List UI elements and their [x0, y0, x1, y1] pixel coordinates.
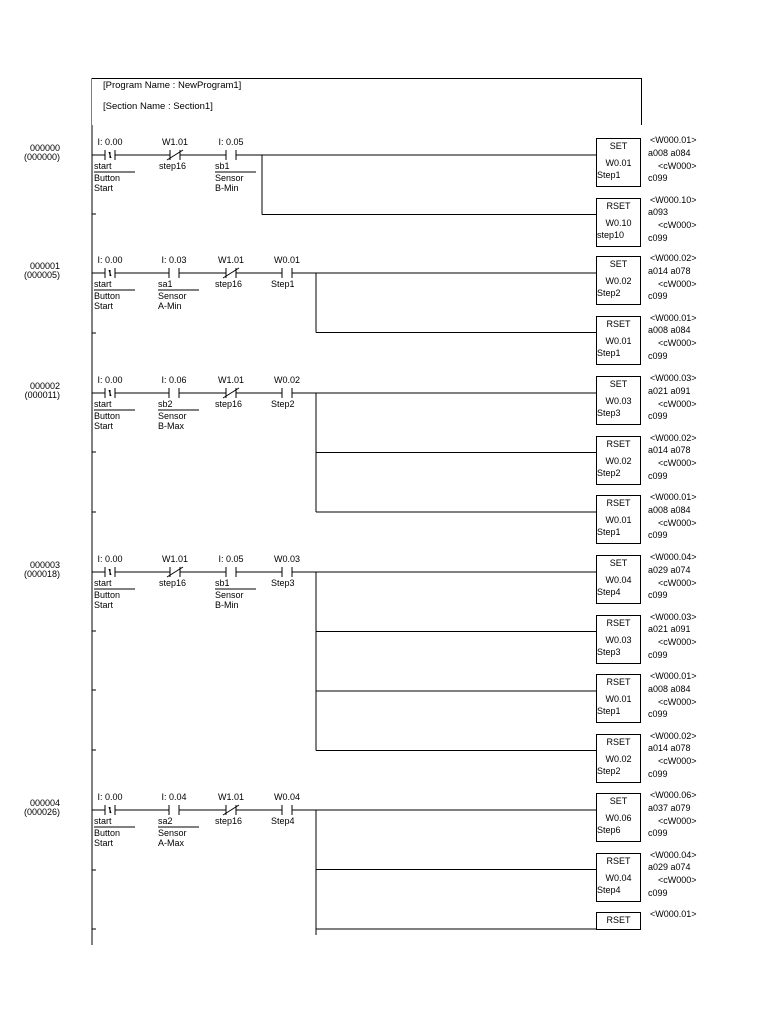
cross-reference: a008 a084: [648, 683, 691, 694]
contact-address: I: 0.00: [97, 255, 123, 265]
contact-address: I: 0.05: [218, 554, 244, 564]
operand-comment: Step1: [597, 706, 621, 716]
cross-reference: c099: [648, 232, 668, 243]
rung-number: 000002: [29, 381, 60, 391]
operand-comment: Step2: [597, 467, 621, 478]
contact-name: step16: [159, 161, 187, 171]
cross-reference: <W000.01>: [650, 671, 697, 681]
cross-reference: <W000.01>: [650, 312, 697, 323]
instruction-operand: W0.02: [605, 276, 632, 286]
cross-reference: a021 a091: [648, 385, 691, 396]
cross-reference: c099: [648, 590, 668, 601]
instruction-operand: W0.02: [605, 753, 632, 764]
instruction-operand: W0.01: [605, 335, 632, 346]
contact-name: start: [94, 816, 112, 826]
contact-address: I: 0.04: [161, 792, 187, 802]
contact-comment: Button: [94, 828, 121, 838]
cross-reference: <W000.04>: [650, 849, 697, 860]
contact-comment: Button: [94, 590, 121, 600]
instruction-name: SET: [609, 141, 628, 151]
cross-reference: a008 a084: [648, 504, 691, 515]
instruction-name: SET: [609, 259, 628, 269]
contact-name: sb1: [215, 578, 230, 588]
cross-reference: a014 a078: [648, 445, 691, 456]
operand-comment: step10: [597, 229, 625, 240]
contact-name: step16: [215, 399, 243, 409]
contact-name: step16: [159, 578, 187, 588]
cross-reference: <W000.06>: [650, 790, 697, 800]
contact-name: step16: [215, 816, 243, 826]
cross-reference: c099: [648, 709, 668, 720]
cross-reference: a029 a074: [648, 862, 691, 873]
cross-reference: <cW000>: [658, 398, 697, 409]
cross-reference: <cW000>: [658, 577, 697, 588]
rung-step: (000005): [23, 270, 60, 280]
instruction-operand: W0.06: [605, 813, 632, 823]
cross-reference: c099: [648, 828, 668, 839]
contact-comment: Button: [94, 411, 121, 421]
cross-reference: c099: [648, 530, 668, 541]
cross-reference: a008 a084: [648, 325, 691, 336]
contact-comment: Start: [94, 183, 114, 193]
rung-step: (000018): [23, 569, 60, 579]
contact-address: I: 0.00: [97, 375, 123, 385]
contact-address: W1.01: [217, 375, 244, 385]
instruction-name: SET: [609, 796, 628, 806]
contact-address: I: 0.05: [218, 137, 244, 147]
instruction-name: RSET: [606, 736, 631, 747]
contact-comment: Sensor: [215, 590, 244, 600]
instruction-operand: W0.01: [605, 158, 632, 168]
program-name: [Program Name : NewProgram1]: [103, 80, 242, 91]
cross-reference: <W000.02>: [650, 432, 697, 443]
rung-step: (000026): [23, 807, 60, 817]
cross-reference: <cW000>: [658, 696, 697, 707]
contact-address: I: 0.00: [97, 792, 123, 802]
operand-comment: Step4: [597, 587, 621, 597]
contact-comment: Button: [94, 291, 121, 301]
instruction-operand: W0.01: [605, 515, 632, 525]
instruction-name: SET: [609, 379, 628, 389]
cross-reference: <W000.03>: [650, 611, 697, 622]
cross-reference: c099: [648, 887, 668, 898]
contact-name: start: [94, 279, 112, 289]
instruction-name: RSET: [606, 318, 631, 329]
contact-comment: Sensor: [158, 828, 187, 838]
contact-address: I: 0.00: [97, 137, 123, 147]
contact-address: W1.01: [217, 792, 244, 802]
contact-comment: Button: [94, 173, 121, 183]
contact-name: start: [94, 578, 112, 588]
cross-reference: <cW000>: [658, 756, 697, 767]
cross-reference: <cW000>: [658, 220, 697, 231]
cross-reference: <cW000>: [658, 278, 697, 289]
contact-comment: Sensor: [158, 291, 187, 301]
instruction-name: RSET: [606, 915, 631, 925]
cross-reference: <cW000>: [658, 815, 697, 826]
contact-comment: Sensor: [158, 411, 187, 421]
contact-name: start: [94, 161, 112, 171]
cross-reference: <cW000>: [658, 517, 697, 528]
contact-name: Step3: [271, 578, 295, 588]
cross-reference: <W000.10>: [650, 194, 697, 205]
cross-reference: c099: [648, 350, 668, 361]
rung-step: (000011): [24, 390, 60, 400]
instruction-name: RSET: [606, 498, 631, 508]
contact-name: sa2: [158, 816, 173, 826]
cross-reference: a021 a091: [648, 624, 691, 635]
instruction-name: RSET: [606, 200, 631, 211]
operand-comment: Step6: [597, 825, 621, 835]
cross-reference: <W000.01>: [650, 135, 697, 145]
instruction-operand: W0.03: [605, 396, 632, 406]
instruction-name: RSET: [606, 617, 631, 628]
contact-name: Step1: [271, 279, 295, 289]
contact-address: W0.02: [273, 375, 300, 385]
contact-name: sa1: [158, 279, 173, 289]
operand-comment: Step4: [597, 884, 621, 895]
cross-reference: a014 a078: [648, 265, 691, 276]
cross-reference: <cW000>: [658, 637, 697, 648]
rung-number: 000000: [29, 143, 60, 153]
instruction-operand: W0.10: [605, 217, 632, 228]
rung-number: 000003: [29, 560, 60, 570]
cross-reference: a008 a084: [648, 147, 691, 158]
cross-reference: <W000.02>: [650, 730, 697, 741]
cross-reference: <W000.01>: [650, 909, 697, 919]
contact-name: Step2: [271, 399, 295, 409]
cross-reference: <cW000>: [658, 338, 697, 349]
contact-comment: B-Min: [215, 183, 239, 193]
cross-reference: a029 a074: [648, 564, 691, 575]
cross-reference: c099: [648, 291, 668, 302]
contact-address: W0.04: [273, 792, 300, 802]
instruction-operand: W0.01: [605, 694, 632, 704]
operand-comment: Step1: [597, 527, 621, 537]
operand-comment: Step3: [597, 646, 621, 657]
cross-reference: <W000.01>: [650, 492, 697, 502]
cross-reference: <W000.03>: [650, 373, 697, 383]
contact-address: W1.01: [217, 255, 244, 265]
contact-address: W1.01: [161, 137, 188, 147]
operand-comment: Step1: [597, 347, 621, 358]
operand-comment: Step3: [597, 408, 621, 418]
program-header: [92, 78, 642, 125]
contact-comment: Start: [94, 301, 114, 311]
cross-reference: <W000.04>: [650, 552, 697, 562]
contact-comment: A-Min: [158, 301, 182, 311]
cross-reference: a014 a078: [648, 743, 691, 754]
instruction-operand: W0.04: [605, 872, 632, 883]
contact-name: sb1: [215, 161, 230, 171]
contact-address: I: 0.06: [161, 375, 187, 385]
cross-reference: c099: [648, 411, 668, 422]
contact-comment: Start: [94, 838, 114, 848]
cross-reference: <cW000>: [658, 160, 697, 171]
instruction-operand: W0.03: [605, 634, 632, 645]
cross-reference: c099: [648, 470, 668, 481]
cross-reference: <W000.02>: [650, 253, 697, 263]
rung-number: 000004: [29, 798, 60, 808]
contact-name: sb2: [158, 399, 173, 409]
instruction-name: SET: [609, 558, 628, 568]
section-name: [Section Name : Section1]: [103, 101, 213, 112]
rung-number: 000001: [29, 261, 60, 271]
cross-reference: <cW000>: [658, 458, 697, 469]
contact-comment: Start: [94, 600, 114, 610]
instruction-name: RSET: [606, 677, 631, 687]
contact-name: Step4: [271, 816, 295, 826]
contact-comment: Sensor: [215, 173, 244, 183]
contact-comment: B-Max: [158, 421, 185, 431]
contact-name: start: [94, 399, 112, 409]
contact-comment: B-Min: [215, 600, 239, 610]
contact-address: W1.01: [161, 554, 188, 564]
cross-reference: c099: [648, 649, 668, 660]
contact-name: step16: [215, 279, 243, 289]
cross-reference: a093: [648, 207, 669, 218]
rung-step: (000000): [23, 152, 60, 162]
operand-comment: Step2: [597, 288, 621, 298]
contact-comment: Start: [94, 421, 114, 431]
operand-comment: Step2: [597, 765, 621, 776]
cross-reference: c099: [648, 768, 668, 779]
instruction-name: RSET: [606, 438, 631, 449]
contact-address: W0.01: [273, 255, 300, 265]
cross-reference: <cW000>: [658, 875, 697, 886]
cross-reference: c099: [648, 173, 668, 184]
contact-address: W0.03: [273, 554, 300, 564]
operand-comment: Step1: [597, 170, 621, 180]
contact-comment: A-Max: [158, 838, 185, 848]
contact-address: I: 0.03: [161, 255, 187, 265]
instruction-operand: W0.04: [605, 575, 632, 585]
instruction-operand: W0.02: [605, 455, 632, 466]
contact-address: I: 0.00: [97, 554, 123, 564]
cross-reference: a037 a079: [648, 802, 691, 813]
instruction-name: RSET: [606, 855, 631, 866]
